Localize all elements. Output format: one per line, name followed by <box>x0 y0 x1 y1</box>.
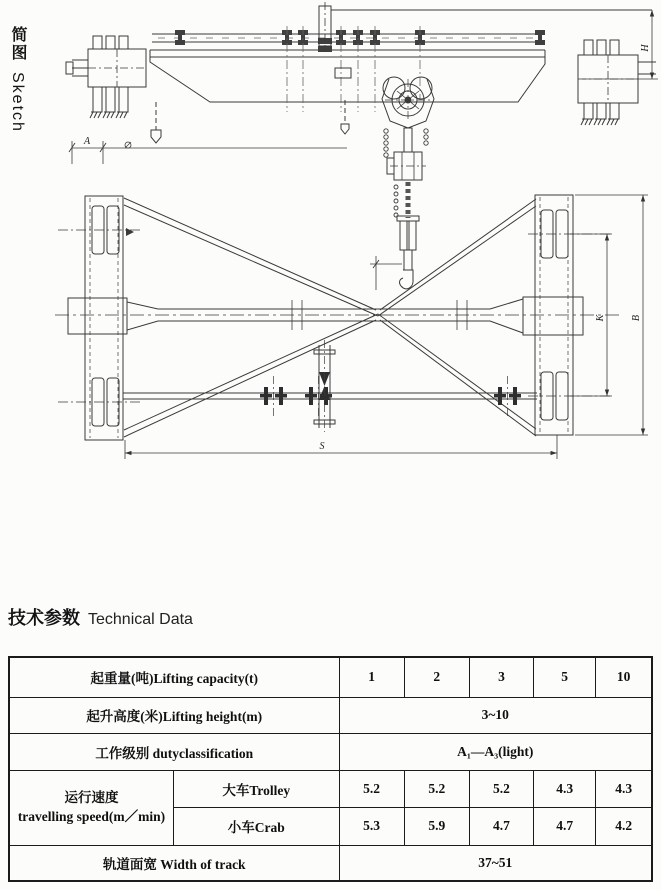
dim-label-k: K <box>595 314 606 322</box>
travelling-speed-label-zh: 运行速度 <box>64 790 119 806</box>
cross-shaft <box>123 340 537 432</box>
lifting-height-label: 起升高度(米)Lifting height(m) <box>9 697 339 733</box>
main-beam-plan <box>55 297 622 335</box>
capacity-value-4: 5 <box>534 657 596 697</box>
travelling-speed-label <box>9 770 174 845</box>
lifting-capacity-label: 起重量(吨)Lifting capacity(t) <box>9 657 339 697</box>
dim-label-s: S <box>319 441 325 452</box>
trolley-value-3: 5.2 <box>469 770 533 807</box>
lifting-height-value: 3~10 <box>339 697 652 733</box>
crab-value-4: 4.7 <box>534 807 596 845</box>
trolley-value-2: 5.2 <box>404 770 469 807</box>
left-end-carriage-elevation <box>66 36 146 118</box>
capacity-value-3: 3 <box>469 657 533 697</box>
dimension-a <box>69 136 347 164</box>
sketch-caption-en: Sketch <box>9 72 26 134</box>
dimension-s <box>125 435 557 459</box>
travelling-speed-label-en: travelling speed(m／min) <box>17 808 166 824</box>
right-end-carriage-elevation <box>578 40 656 125</box>
rail-clamp-fittings <box>175 30 545 52</box>
hook <box>400 270 414 289</box>
capacity-value-2: 2 <box>404 657 469 697</box>
row-speed-trolley <box>9 770 652 807</box>
row-track-width <box>9 845 652 881</box>
dim-label-h: H <box>640 44 651 52</box>
trolley-value-1: 5.2 <box>339 770 404 807</box>
dim-label-b: B <box>631 314 642 322</box>
crab-value-2: 5.9 <box>404 807 469 845</box>
track-width-value: 37~51 <box>339 845 652 881</box>
trolley-value-5: 4.3 <box>596 770 652 807</box>
duty-classification-label: 工作级别 dutyclassification <box>9 733 339 770</box>
heading-en: Technical Data <box>88 611 193 628</box>
capacity-value-5: 10 <box>596 657 652 697</box>
capacity-value-1: 1 <box>339 657 404 697</box>
sketch-caption-zh: 简图 <box>9 26 26 62</box>
row-lifting-capacity <box>9 657 652 697</box>
heading-zh: 技术参数 <box>8 608 80 628</box>
plan-view <box>55 195 622 440</box>
crab-value-5: 4.2 <box>596 807 652 845</box>
trolley-value-4: 4.3 <box>534 770 596 807</box>
left-end-carriage-plan <box>58 196 140 440</box>
chain-hoist <box>382 77 434 289</box>
crab-value-3: 4.7 <box>469 807 533 845</box>
technical-data-table <box>8 656 653 882</box>
dim-label-a: A <box>84 136 91 147</box>
trolley-label: 大车Trolley <box>174 770 340 807</box>
technical-data-heading <box>8 604 193 630</box>
track-width-label: 轨道面宽 Width of track <box>9 845 339 881</box>
row-duty-classification <box>9 733 652 770</box>
row-lifting-height <box>9 697 652 733</box>
crab-label: 小车Crab <box>174 807 340 845</box>
crab-value-1: 5.3 <box>339 807 404 845</box>
duty-classification-value: A₁—A₃(light) <box>339 733 652 770</box>
mast <box>319 2 652 52</box>
